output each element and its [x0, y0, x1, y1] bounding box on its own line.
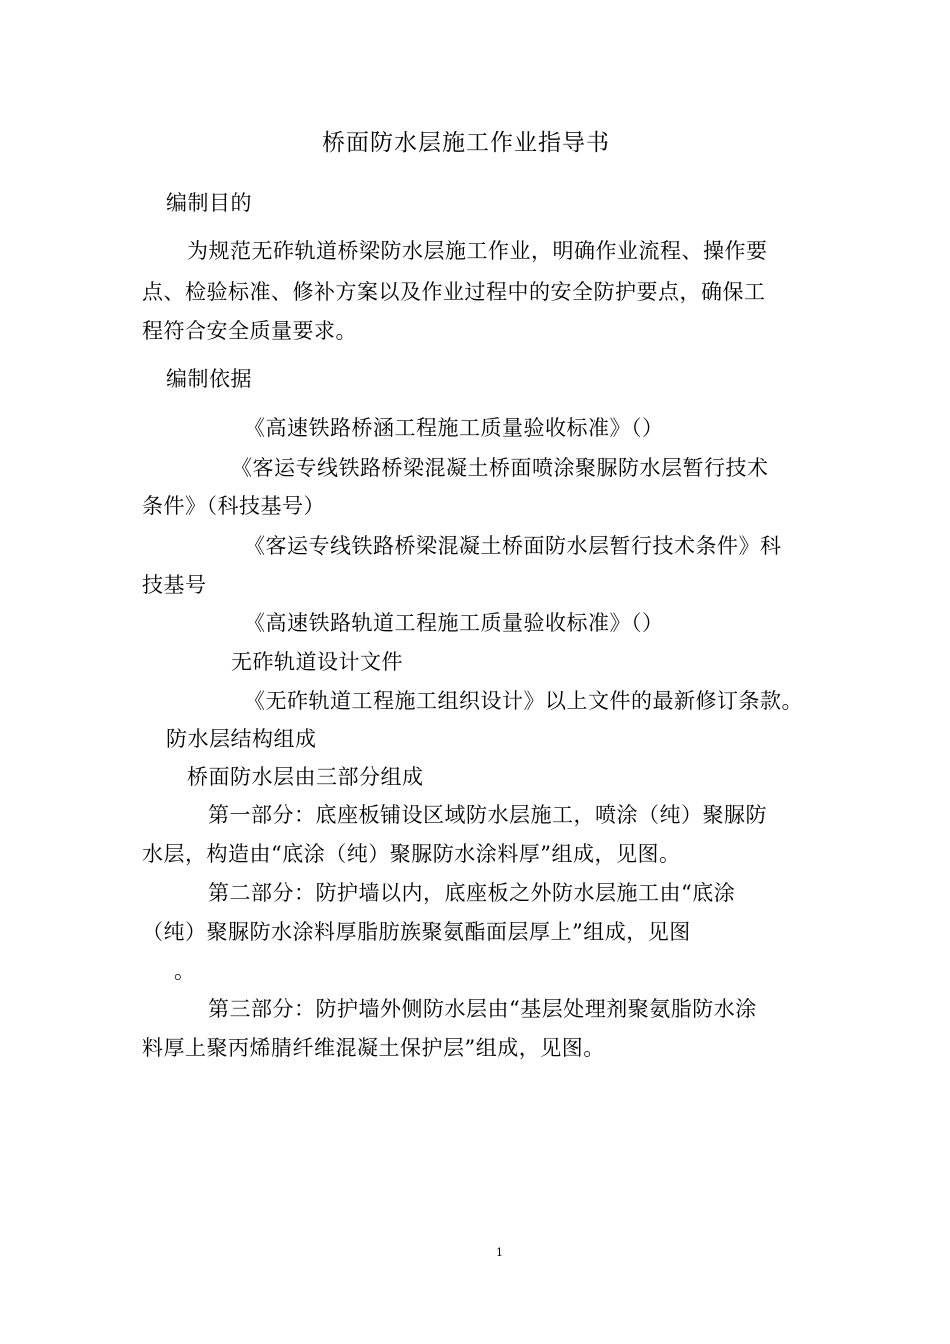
page-number: 1 [496, 1246, 504, 1259]
structure-line-8: 料厚上聚丙烯腈纤维混凝土保护层”组成，见图。 [142, 1036, 605, 1060]
purpose-line-3: 程符合安全质量要求。 [142, 319, 357, 343]
document-title: 桥面防水层施工作业指导书 [322, 130, 610, 156]
structure-line-7: 第三部分：防护墙外侧防水层由“基层处理剂聚氨脂防水涂 [208, 997, 757, 1021]
basis-line-1: 《高速铁路桥涵工程施工质量验收标准》（） [244, 416, 664, 440]
purpose-line-2: 点、检验标准、修补方案以及作业过程中的安全防护要点，确保工 [142, 280, 766, 304]
section-heading-structure: 防水层结构组成 [166, 727, 317, 751]
basis-line-4: 《客运专线铁路桥梁混凝土桥面防水层暂行技术条件》科 [244, 534, 782, 558]
basis-line-2: 《客运专线铁路桥梁混凝土桥面喷涂聚脲防水层暂行技术 [231, 456, 769, 480]
section-heading-basis: 编制依据 [166, 367, 252, 391]
structure-line-1: 桥面防水层由三部分组成 [187, 765, 424, 789]
basis-line-8: 《无砟轨道工程施工组织设计》以上文件的最新修订条款。 [244, 689, 803, 713]
structure-line-6: 。 [174, 959, 196, 983]
basis-line-6: 《高速铁路轨道工程施工质量验收标准》（） [244, 611, 664, 635]
basis-line-5: 技基号 [142, 573, 207, 597]
basis-line-7: 无砟轨道设计文件 [231, 650, 403, 674]
structure-line-4: 第二部分：防护墙以内，底座板之外防水层施工由“底涂 [208, 881, 736, 905]
structure-line-5: （纯）聚脲防水涂料厚脂肪族聚氨酯面层厚上”组成，见图 [142, 920, 691, 944]
section-heading-purpose: 编制目的 [166, 191, 252, 215]
basis-line-3: 条件》（科技基号） [142, 494, 325, 518]
structure-line-2: 第一部分：底座板铺设区域防水层施工，喷涂（纯）聚脲防 [208, 803, 767, 827]
structure-line-3: 水层，构造由“底涂（纯）聚脲防水涂料厚”组成，见图。 [142, 842, 681, 866]
purpose-line-1: 为规范无砟轨道桥梁防水层施工作业，明确作业流程、操作要 [187, 239, 768, 263]
